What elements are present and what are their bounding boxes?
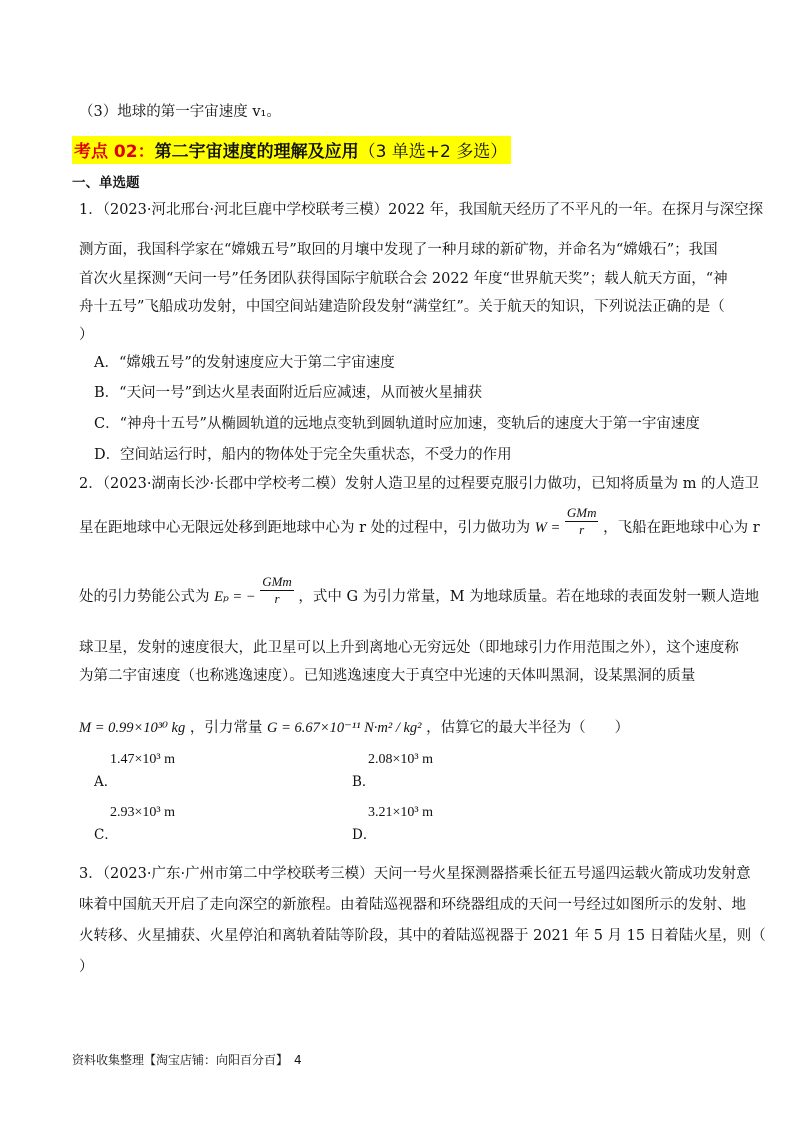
q2-line-3-text-b: ，式中 G 为引力常量，M 为地球质量。若在地球的表面发射一颗人造地 (298, 589, 760, 605)
page-footer: 资料收集整理【淘宝店铺：向阳百分百】 4 (72, 1053, 302, 1067)
q1-line-1: 1．（2023·河北邢台·河北巨鹿中学校联考三模）2022 年，我国航天经历了不平凡的一年。在探月与深空探 (79, 202, 764, 218)
work-formula-numerator: GMm (566, 504, 597, 520)
q2-choice-a-value: 1.47×10³ m (110, 752, 175, 767)
q1-line-4: 舟十五号”飞船成功发射，中国空间站建造阶段发射“满堂红”。关于航天的知识，下列说法正确的是（ (79, 299, 725, 315)
q2-line-6-mid: ，引力常量 (189, 720, 263, 736)
q2-choice-c (94, 805, 175, 843)
q2-line-1: 2．（2023·湖南长沙·长郡中学校考二模）发射人造卫星的过程要克服引力做功，已知将质量为 m 的人造卫 (79, 476, 760, 492)
q2-line-2 (79, 504, 760, 538)
q2-choice-c-value: 2.93×10³ m (110, 805, 175, 820)
intro-line: （3）地球的第一宇宙速度 v₁。 (79, 104, 281, 120)
q1-line-5: ） (79, 327, 94, 343)
q2-choice-d-value: 3.21×10³ m (368, 805, 433, 820)
q2-choice-d-letter: D． (352, 827, 377, 843)
q2-choice-a-letter: A． (94, 774, 118, 790)
q2-choice-b-letter: B． (352, 774, 376, 790)
q2-choice-b (352, 752, 433, 790)
potential-formula-denominator: r (274, 590, 280, 606)
q1-option-c: C．“神舟十五号”从椭圆轨道的远地点变轨到圆轨道时应加速，变轨后的速度大于第一宇宙速度 (94, 416, 700, 432)
q3-line-2: 味着中国航天开启了走向深空的新旅程。由着陆巡视器和环绕器组成的天问一号经过如图所示的发射、地 (79, 897, 746, 913)
q2-line-2-text-b: ，飞船在距地球中心为 r (603, 520, 760, 536)
q2-line-4: 球卫星，发射的速度很大，此卫星可以上升到离地心无穷远处（即地球引力作用范围之外），这个速度称 (79, 640, 739, 656)
q2-line-5: 为第二宇宙速度（也称逃逸速度）。已知逃逸速度大于真空中光速的天体叫黑洞，设某黑洞的质量 (79, 668, 696, 684)
q1-option-b: B．“天问一号”到达火星表面附近后应减速，从而被火星捕获 (94, 385, 482, 401)
section-title: 一、单选题 (72, 175, 140, 191)
q1-option-a: A．“嫦娥五号”的发射速度应大于第二宇宙速度 (94, 355, 395, 371)
q1-line-2: 测方面，我国科学家在“嫦娥五号”取回的月壤中发现了一种月球的新矿物，并命名为“嫦娥石”；我国 (79, 242, 718, 258)
heading-prefix: 考点 02： (74, 142, 155, 162)
q2-line-2-text-a: 星在距地球中心无限远处移到距地球中心为 r 处的过程中，引力做功为 (79, 520, 531, 536)
q2-line-6 (79, 716, 629, 737)
q2-line-3 (79, 573, 760, 607)
potential-formula-numerator: GMm (262, 573, 292, 589)
heading-main: 第二宇宙速度的理解及应用 (154, 142, 359, 162)
potential-formula-lhs: Eₚ = − (214, 589, 256, 605)
work-formula-fraction (565, 505, 599, 538)
q2-line-6-end: ，估算它的最大半径为（ ） (426, 720, 630, 736)
potential-formula-fraction (260, 574, 294, 607)
heading-suffix: （3 单选+2 多选） (358, 142, 508, 162)
q3-line-1: 3．（2023·广东·广州市第二中学校联考三模）天问一号火星探测器搭乘长征五号遥四运载火箭成功发射意 (79, 866, 751, 882)
q2-choice-c-letter: C． (94, 827, 118, 843)
work-formula-denominator: r (579, 521, 585, 537)
q3-line-4: ） (79, 959, 94, 975)
gravitational-constant: G = 6.67×10⁻¹¹ N·m² / kg² (266, 720, 422, 736)
q1-line-3: 首次火星探测“天问一号”任务团队获得国际宇航联合会 2022 年度“世界航天奖”；载人航天方面，“神 (79, 271, 728, 287)
work-formula-lhs: W = (534, 520, 561, 536)
q2-choice-b-value: 2.08×10³ m (368, 752, 433, 767)
section-heading (72, 136, 511, 164)
q3-line-3: 火转移、火星捕获、火星停泊和离轨着陆等阶段，其中的着陆巡视器于 2021 年 5 月 15 日着陆火星，则（ (79, 928, 766, 944)
q1-option-d: D．空间站运行时，船内的物体处于完全失重状态，不受力的作用 (94, 447, 512, 463)
q2-line-3-text-a: 处的引力势能公式为 (79, 589, 210, 605)
blackhole-mass: M = 0.99×10³⁰ kg (79, 720, 186, 736)
q2-choice-d (352, 805, 433, 843)
q2-choice-a (94, 752, 175, 790)
